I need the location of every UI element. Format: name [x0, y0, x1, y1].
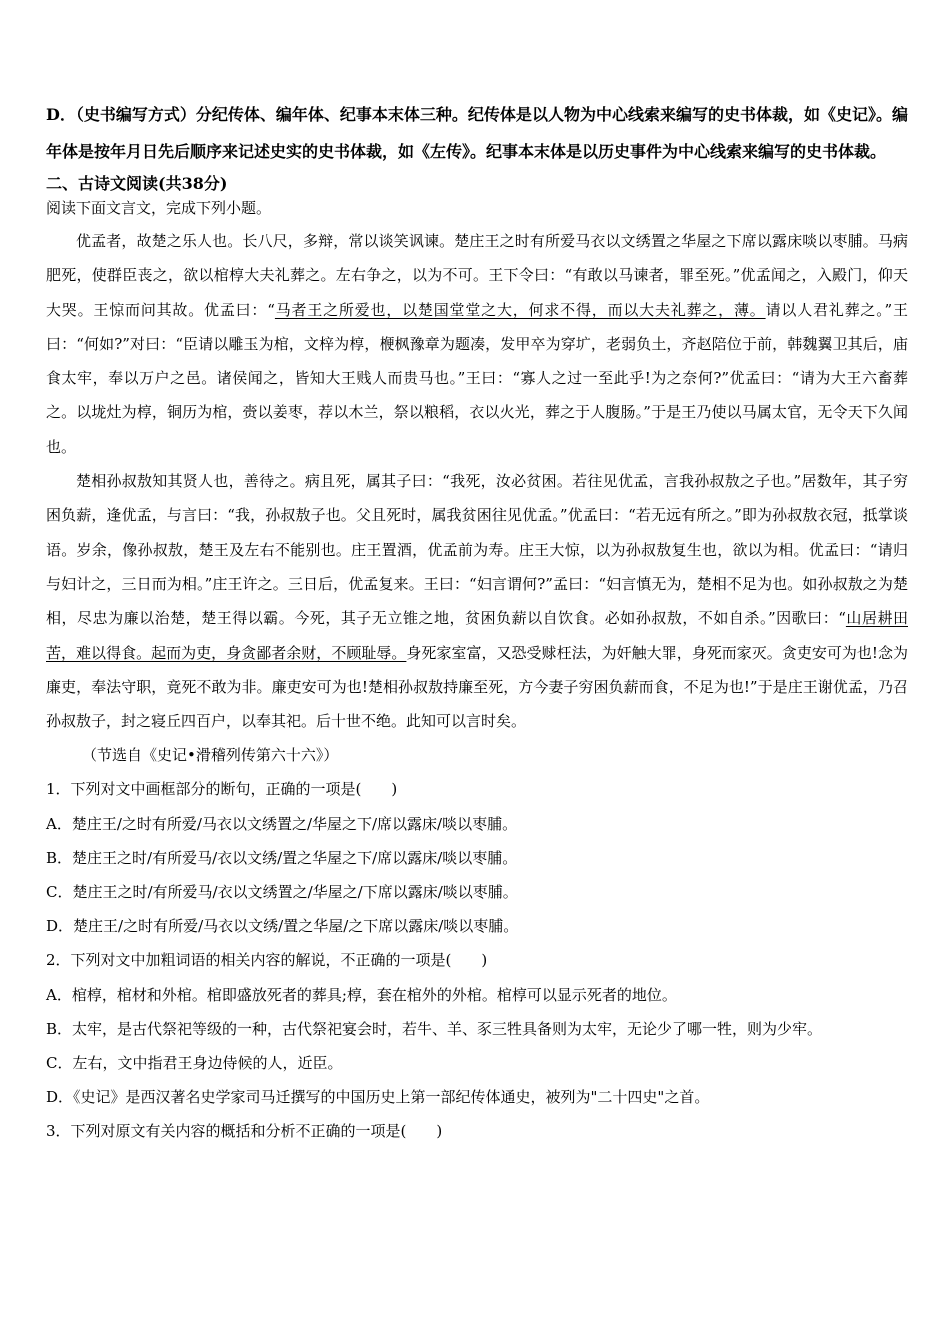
underlined-sentence: 马者王之所爱也，以楚国堂堂之大，何求不得，而以大夫礼葬之，薄。	[274, 300, 766, 319]
section-instruction: 阅读下面文言文，完成下列小题。	[46, 199, 272, 217]
question-2-option-a: A．棺椁，棺材和外棺。棺即盛放死者的葬具;椁，套在棺外的外棺。棺椁可以显示死者的地位。	[46, 985, 677, 1004]
passage-text: 身死家室富，又恐受赇枉法，为奸触大罪，身死而家灭。贪吏安可为也!念为廉吏，奉法守职，竟死不敢为非。廉吏安可为也!楚相孙叔敖持廉至死，方今妻子穷困负薪而食，不足为也!”于是庄王谢优孟，乃召孙叔敖子，封之寝丘四百户，以奉其祀。后十世不绝。此知可以言时矣。	[46, 643, 908, 731]
passage-paragraph-2	[46, 464, 908, 738]
question-1-option-a: A．楚庄王/之时有所爱/马衣以文绣置之/华屋之下/席以露床/啖以枣脯。	[46, 814, 518, 833]
question-3-stem: 3．下列对原文有关内容的概括和分析不正确的一项是( )	[46, 1122, 443, 1141]
question-1-option-b: B．楚庄王之时/有所爱马/衣以文绣/置之华屋之下/席以露床/啖以枣脯。	[46, 848, 518, 867]
underlined-sentence: 山居耕田苦，难以得食。起而为吏，身贪鄙者余财，不顾耻辱。	[46, 609, 908, 662]
passage-text: 楚相孙叔敖知其贤人也，善待之。病且死，属其子曰：“我死，汝必贫困。若往见优孟，言我孙叔敖之子也。”居数年，其子穷困负薪，逢优孟，与言曰：“我，孙叔敖子也。父且死时，属我贫困往见优孟。”优孟曰：“若无远有所之。”即为孙叔敖衣冠，抵掌谈语。岁余，像孙叔敖，楚王及左右不能别也。庄王置酒，优孟前为寿。庄王大惊，以为孙叔敖复生也，欲以为相。优孟曰：“请归与妇计之，三日而为相。”庄王许之。三日后，优孟复来。王曰：“妇言谓何?”孟曰：“妇言慎无为，楚相不足为也。如孙叔敖之为楚相，尽忠为廉以治楚，楚王得以霸。今死，其子无立锥之地，贫困负薪以自饮食。必如孙叔敖，不如自杀。”因歌曰：“	[46, 472, 908, 628]
previous-answer-explanation: D．（史书编写方式）分纪传体、编年体、纪事本末体三种。纪传体是以人物为中心线索来编写的史书体裁，如《史记》。编年体是按年月日先后顺序来记述史实的史书体裁，如《左传》。纪事本末体是以历史事件为中心线索来编写的史书体裁。	[46, 105, 908, 161]
passage-text: 请以人君礼葬之。”王曰：“何如?”对曰：“臣请以雕玉为棺，文梓为椁，楩枫豫章为题凑，发甲卒为穿圹，老弱负土，齐赵陪位于前，韩魏翼卫其后，庙食太牢，奉以万户之邑。诸侯闻之，皆知大王贱人而贵马也。”王曰：“寡人之过一至此乎!为之奈何?”优孟曰：“请为大王六畜葬之。以垅灶为椁，铜历为棺，赍以姜枣，荐以木兰，祭以粮稻，衣以火光，葬之于人腹肠。”于是王乃使以马属太官，无令天下久闻也。	[46, 300, 908, 456]
question-2-stem: 2．下列对文中加粗词语的相关内容的解说，不正确的一项是( )	[46, 951, 488, 970]
question-2-option-c: C．左右，文中指君王身边侍候的人，近臣。	[46, 1054, 343, 1073]
question-1-option-c: C．楚庄王之时/有所爱马/衣以文绣置之/华屋之/下席以露床/啖以枣脯。	[46, 883, 518, 902]
passage-paragraph-1	[46, 224, 908, 464]
passage-source: （节选自《史记•滑稽列传第六十六》）	[82, 746, 339, 765]
question-1-stem: 1．下列对文中画框部分的断句，正确的一项是( )	[46, 780, 398, 799]
section-heading: 二、古诗文阅读(共38分)	[46, 174, 228, 193]
question-2-option-b: B．太牢，是古代祭祀等级的一种，古代祭祀宴会时，若牛、羊、豕三牲具备则为太牢，无论少了哪一牲，则为少牢。	[46, 1019, 823, 1038]
document-page	[46, 96, 908, 1149]
question-1-option-d: D．楚庄王/之时有所爱/马衣以文绣/置之华屋/之下席以露床/啖以枣脯。	[46, 917, 519, 936]
question-2-option-d: D．《史记》是西汉著名史学家司马迁撰写的中国历史上第一部纪传体通史，被列为"二十四史"之首。	[46, 1088, 710, 1107]
passage-text: 优孟者，故楚之乐人也。长八尺，多辩，常以谈笑讽谏。楚庄王之时有所爱马衣以文绣置之华屋之下席以露床啖以枣脯。马病肥死，使群臣丧之，欲以棺椁大夫礼葬之。左右争之，以为不可。王下令曰：“有敢以马谏者，罪至死。”优孟闻之，入殿门，仰天大哭。王惊而问其故。优孟曰：“	[46, 232, 908, 319]
